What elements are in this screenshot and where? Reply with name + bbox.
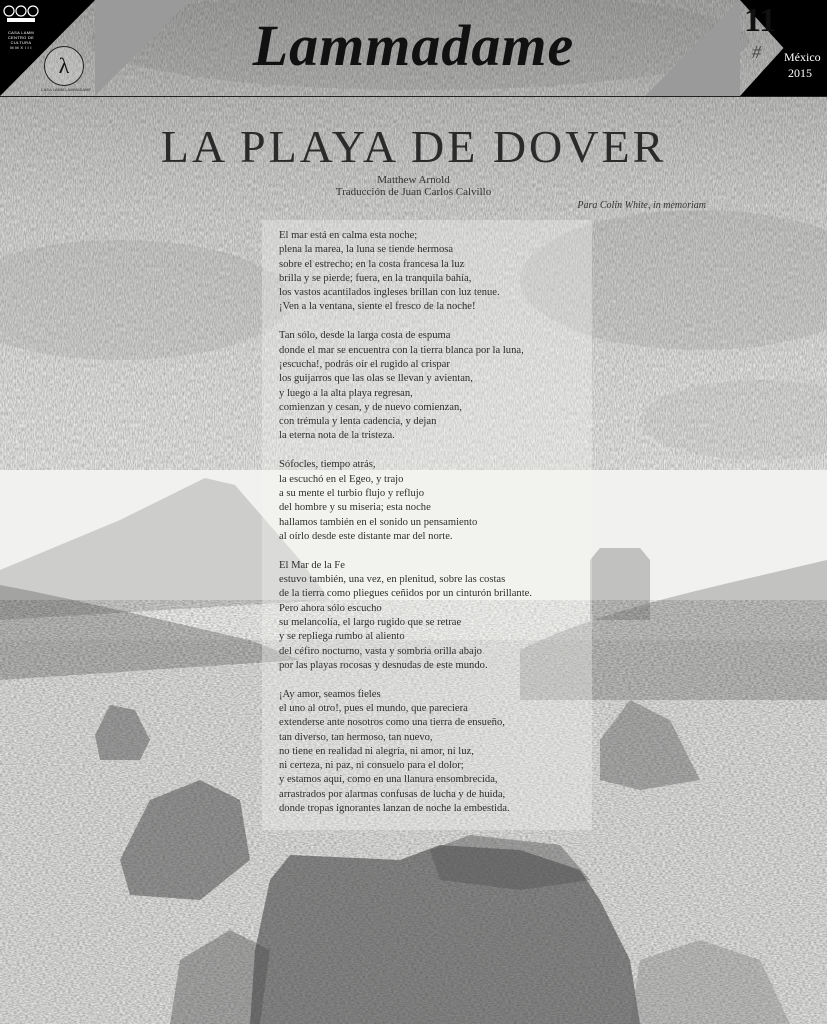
header-rule bbox=[0, 96, 827, 97]
poem-line: la eterna nota de la tristeza. bbox=[279, 430, 395, 442]
poem-line: por las playas rocosas y desnudas de este mundo. bbox=[279, 659, 488, 671]
poem-line: Tan sólo, desde la larga costa de espuma bbox=[279, 330, 451, 342]
poem-line: tan diverso, tan hermoso, tan nuevo, bbox=[279, 731, 433, 743]
issue-number: 11 bbox=[744, 2, 777, 39]
issue-year: 2015 bbox=[788, 66, 812, 80]
masthead-title: Lammadame bbox=[252, 13, 575, 78]
issue-city: México bbox=[784, 50, 821, 64]
poem-translator: Traducción de Juan Carlos Calvillo bbox=[335, 186, 492, 198]
poem-line: con trémula y lenta cadencia, y dejan bbox=[279, 416, 437, 428]
poem-line: donde tropas ignorantes lanzan de noche la embestida. bbox=[279, 803, 510, 815]
poem-line: al oírlo desde este distante mar del norte. bbox=[279, 530, 453, 542]
poem-line: no tiene en realidad ni alegría, ni amor, ni luz, bbox=[279, 745, 474, 757]
poem-line: ¡escucha!, podrás oír el rugido al crispar bbox=[279, 358, 450, 370]
poem-line: donde el mar se encuentra con la tierra blanca por la luna, bbox=[279, 344, 524, 356]
poem-line: extenderse ante nosotros como una tierra de ensueño, bbox=[279, 717, 505, 729]
poem-line: de la tierra como pliegues ceñidos por un cinturón brillante. bbox=[279, 588, 532, 600]
lambda-caption: CASA LAMM LAMMADAME bbox=[40, 87, 92, 92]
poem-line: El Mar de la Fe bbox=[279, 559, 345, 571]
poem-line: y luego a la alta playa regresan, bbox=[279, 387, 413, 399]
logo-line-2: CENTRO DE CULTURA bbox=[7, 35, 35, 45]
poem-line: arrastrados por alarmas confusas de lucha y de huida, bbox=[279, 788, 506, 800]
poem-body bbox=[279, 229, 679, 831]
poem-line: el uno al otro!, pues el mundo, que pareciera bbox=[279, 702, 468, 714]
stanza-3 bbox=[279, 458, 679, 544]
poem-line: la escuchó en el Egeo, y trajo bbox=[279, 473, 404, 485]
stanza-5 bbox=[279, 688, 679, 817]
poem-line: ¡Ay amor, seamos fieles bbox=[279, 688, 381, 700]
poem-line: ni certeza, ni paz, ni consuelo para el dolor; bbox=[279, 760, 464, 772]
poem-line: su melancolía, el largo rugido que se retrae bbox=[279, 616, 462, 628]
poem-line: plena la marea, la luna se tiende hermosa bbox=[279, 244, 454, 256]
poem-line: Sófocles, tiempo atrás, bbox=[279, 459, 376, 471]
logo-line-1: CASA LAMM bbox=[7, 30, 35, 35]
logo-line-3: M M X I I I bbox=[10, 45, 32, 50]
poem-line: del céfiro nocturno, vasta y sombría orilla abajo bbox=[279, 645, 482, 657]
poem-line: brilla y se pierde; fuera, en la tranquila bahía, bbox=[279, 272, 472, 284]
poem-line: hallamos también en el sonido un pensamiento bbox=[279, 516, 478, 528]
poem-line: del hombre y su miseria; esta noche bbox=[279, 502, 431, 514]
poem-line: a su mente el turbio flujo y reflujo bbox=[279, 487, 425, 499]
stanza-2 bbox=[279, 329, 679, 443]
poem-line: y estamos aquí, como en una llanura ensombrecida, bbox=[279, 774, 498, 786]
poem-line: ¡Ven a la ventana, siente el fresco de la noche! bbox=[279, 301, 476, 313]
issue-hash-mark: # bbox=[752, 42, 761, 62]
poem-title: LA PLAYA DE DOVER bbox=[160, 121, 667, 172]
poem-line: los vastos acantilados ingleses brillan con luz tenue. bbox=[279, 287, 500, 299]
poem-line: El mar está en calma esta noche; bbox=[279, 230, 418, 241]
poem-line: sobre el estrecho; en la costa francesa la luz bbox=[279, 258, 465, 270]
poem-author: Matthew Arnold bbox=[377, 174, 450, 186]
stanza-1 bbox=[279, 229, 679, 315]
poem-dedication: Para Colin White, in memoriam bbox=[577, 200, 706, 211]
poem-line: y se repliega rumbo al aliento bbox=[279, 631, 405, 643]
stanza-4 bbox=[279, 559, 679, 673]
poem-line: Pero ahora sólo escucho bbox=[279, 602, 382, 614]
poem-line: los guijarros que las olas se llevan y avientan, bbox=[279, 373, 473, 385]
poem-line: estuvo también, una vez, en plenitud, sobre las costas bbox=[279, 574, 506, 586]
lambda-symbol: λ bbox=[58, 53, 70, 78]
poem-line: comienzan y cesan, y de nuevo comienzan, bbox=[279, 401, 462, 413]
